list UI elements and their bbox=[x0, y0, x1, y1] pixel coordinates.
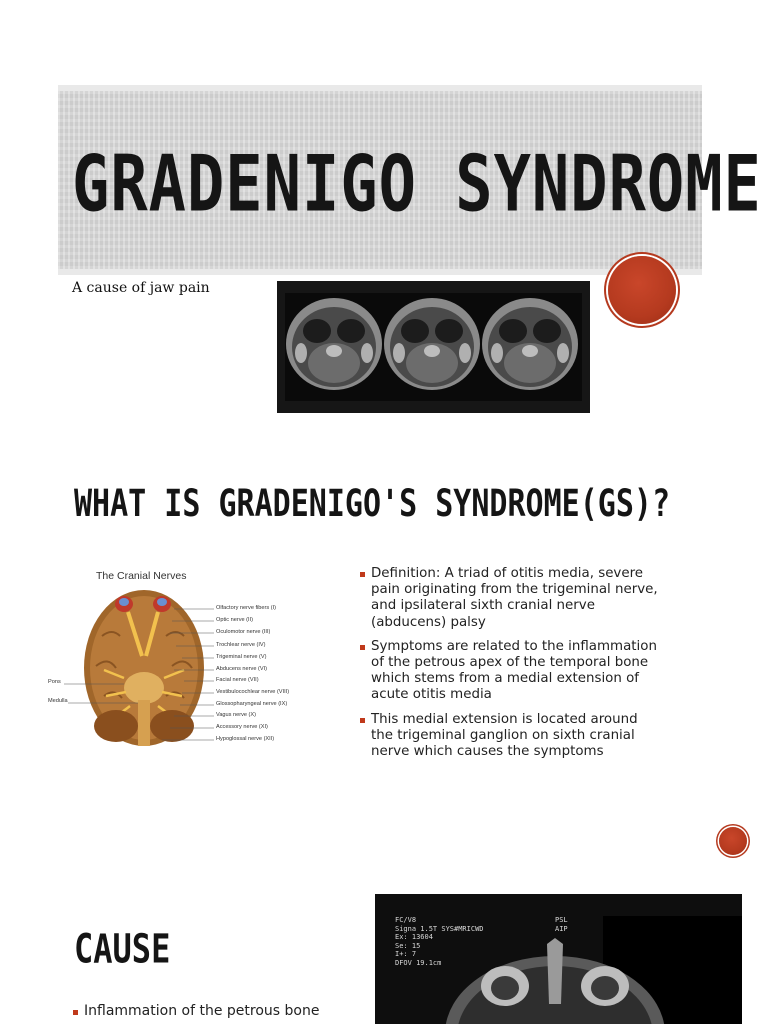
mri-metadata-left: FC/V8 Signa 1.5T SYS#MRICWD Ex: 13604 Se: 15 I+: 7 DFOV 19.1cm bbox=[395, 916, 484, 967]
decorative-circle-large bbox=[608, 256, 676, 324]
mri-scan-2 bbox=[384, 298, 480, 390]
bullet-symptoms: Symptoms are related to the inflammation of the petrous apex of the temporal bone which stems from a medial extension of acute otitis media bbox=[358, 639, 658, 704]
label-nerve-5: Trigeminal nerve (V) bbox=[216, 654, 267, 660]
label-nerve-1: Olfactory nerve fibers (I) bbox=[216, 605, 276, 611]
label-nerve-10: Vagus nerve (X) bbox=[216, 712, 257, 718]
mri-metadata-right: PSL AIP bbox=[555, 916, 568, 933]
bullet-definition: Definition: A triad of otitis media, severe pain originating from the trigeminal nerve, and ipsilateral sixth cranial nerve (abducens) palsy bbox=[358, 566, 658, 631]
definition-bullets bbox=[358, 566, 658, 768]
label-nerve-9: Glossopharyngeal nerve (IX) bbox=[216, 701, 288, 707]
label-nerve-4: Trochlear nerve (IV) bbox=[216, 642, 266, 648]
cause-bullets bbox=[72, 1003, 342, 1020]
label-nerve-3: Oculomotor nerve (III) bbox=[216, 629, 271, 635]
label-nerve-8: Vestibulocochlear nerve (VIII) bbox=[216, 689, 290, 695]
bullet-medial-extension: This medial extension is located around the trigeminal ganglion on sixth cranial nerve which causes the symptoms bbox=[358, 712, 658, 761]
mri-scan-3 bbox=[482, 298, 578, 390]
label-nerve-2: Optic nerve (II) bbox=[216, 617, 253, 623]
slide-title: GRADENIGO SYNDROME bbox=[72, 138, 762, 230]
mri-image-strip bbox=[277, 281, 590, 413]
diagram-title: The Cranial Nerves bbox=[96, 570, 187, 582]
slide-subtitle: A cause of jaw pain bbox=[72, 280, 210, 296]
label-nerve-7: Facial nerve (VII) bbox=[216, 677, 259, 683]
label-pons: Pons bbox=[48, 679, 61, 685]
cranial-nerves-diagram bbox=[44, 566, 340, 756]
bullet-cause-1: Inflammation of the petrous bone bbox=[72, 1003, 342, 1020]
label-medulla: Medulla bbox=[48, 698, 68, 704]
label-nerve-12: Hypoglossal nerve (XII) bbox=[216, 736, 275, 742]
brain-illustration bbox=[44, 566, 340, 756]
label-nerve-6: Abducens nerve (VI) bbox=[216, 666, 267, 672]
mri-axial-image bbox=[375, 894, 742, 1024]
mri-scan-1 bbox=[286, 298, 382, 390]
decorative-circle-small bbox=[719, 827, 747, 855]
mri-scans-graphic bbox=[277, 281, 590, 413]
section-heading-what-is: WHAT IS GRADENIGO'S SYNDROME(GS)? bbox=[74, 482, 671, 526]
section-heading-cause: CAUSE bbox=[74, 925, 171, 973]
label-nerve-11: Accessory nerve (XI) bbox=[216, 724, 268, 730]
